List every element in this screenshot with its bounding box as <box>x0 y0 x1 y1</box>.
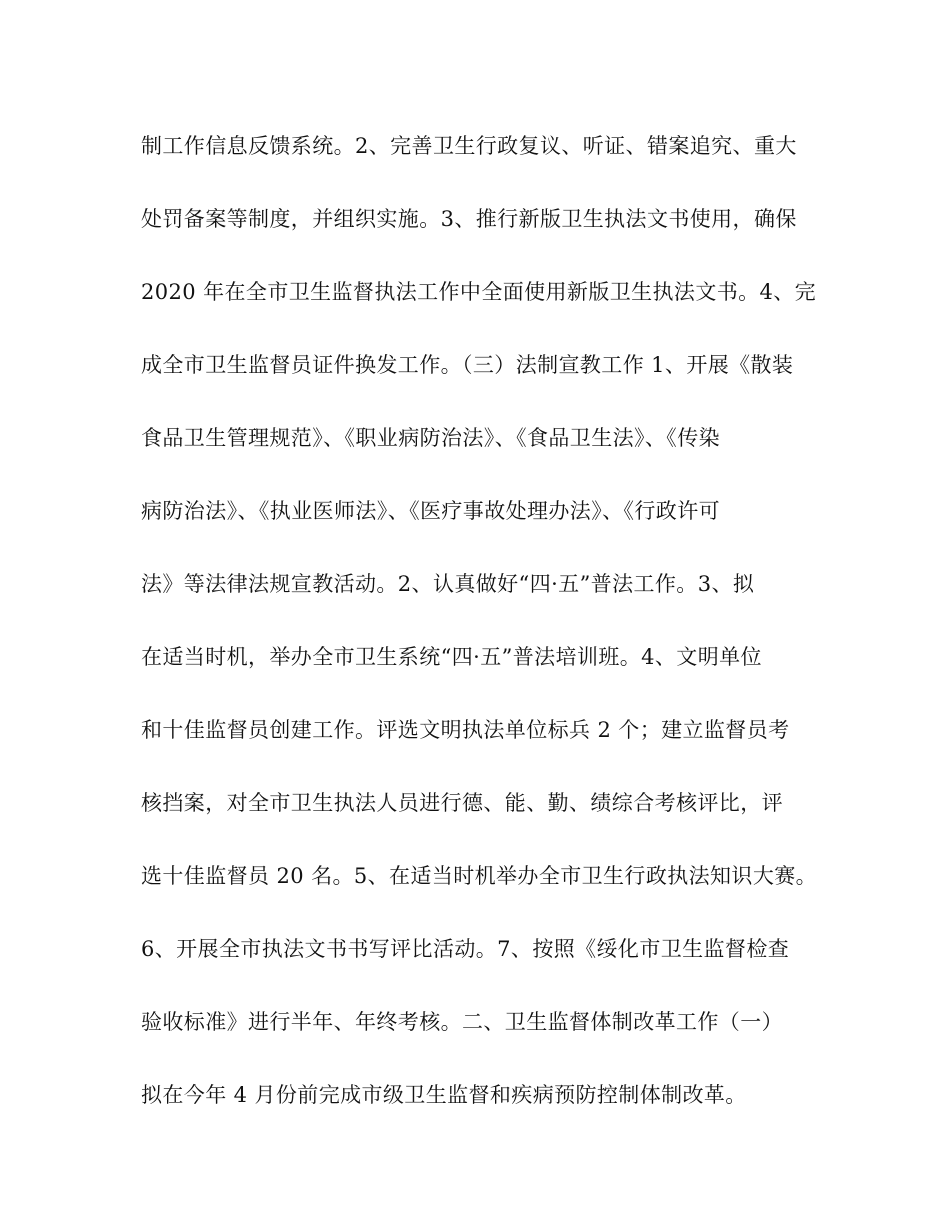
text-line: 2020 年在全市卫生监督执法工作中全面使用新版卫生执法文书。4、完 <box>141 280 817 304</box>
text-line: 6、开展全市执法文书书写评比活动。7、按照《绥化市卫生监督检查 <box>141 937 790 961</box>
text-line: 核挡案，对全市卫生执法人员进行德、能、勤、绩综合考核评比，评 <box>141 791 783 815</box>
text-line: 成全市卫生监督员证件换发工作。（三）法制宣教工作 1、开展《散装 <box>141 353 794 377</box>
text-line: 法》等法律法规宣教活动。2、认真做好“四·五”普法工作。3、拟 <box>141 572 755 596</box>
text-line: 和十佳监督员创建工作。评选文明执法单位标兵 2 个；建立监督员考 <box>141 718 790 742</box>
text-line: 拟在今年 4 月份前完成市级卫生监督和疾病预防控制体制改革。 <box>141 1083 747 1107</box>
body-text <box>141 119 821 1141</box>
text-line: 病防治法》、《执业医师法》、《医疗事故处理办法》、《行政许可 <box>141 499 720 523</box>
text-line: 制工作信息反馈系统。2、完善卫生行政复议、听证、错案追究、重大 <box>141 134 797 158</box>
text-line: 在适当时机，举办全市卫生系统“四·五”普法培训班。4、文明单位 <box>141 645 762 669</box>
text-line: 食品卫生管理规范》、《职业病防治法》、《食品卫生法》、《传染 <box>141 426 720 450</box>
text-line: 选十佳监督员 20 名。5、在适当时机举办全市卫生行政执法知识大赛。 <box>141 864 818 888</box>
text-line: 验收标准》进行半年、年终考核。二、卫生监督体制改革工作（一） <box>141 1010 783 1034</box>
text-line: 处罚备案等制度，并组织实施。3、推行新版卫生执法文书使用，确保 <box>141 207 797 231</box>
